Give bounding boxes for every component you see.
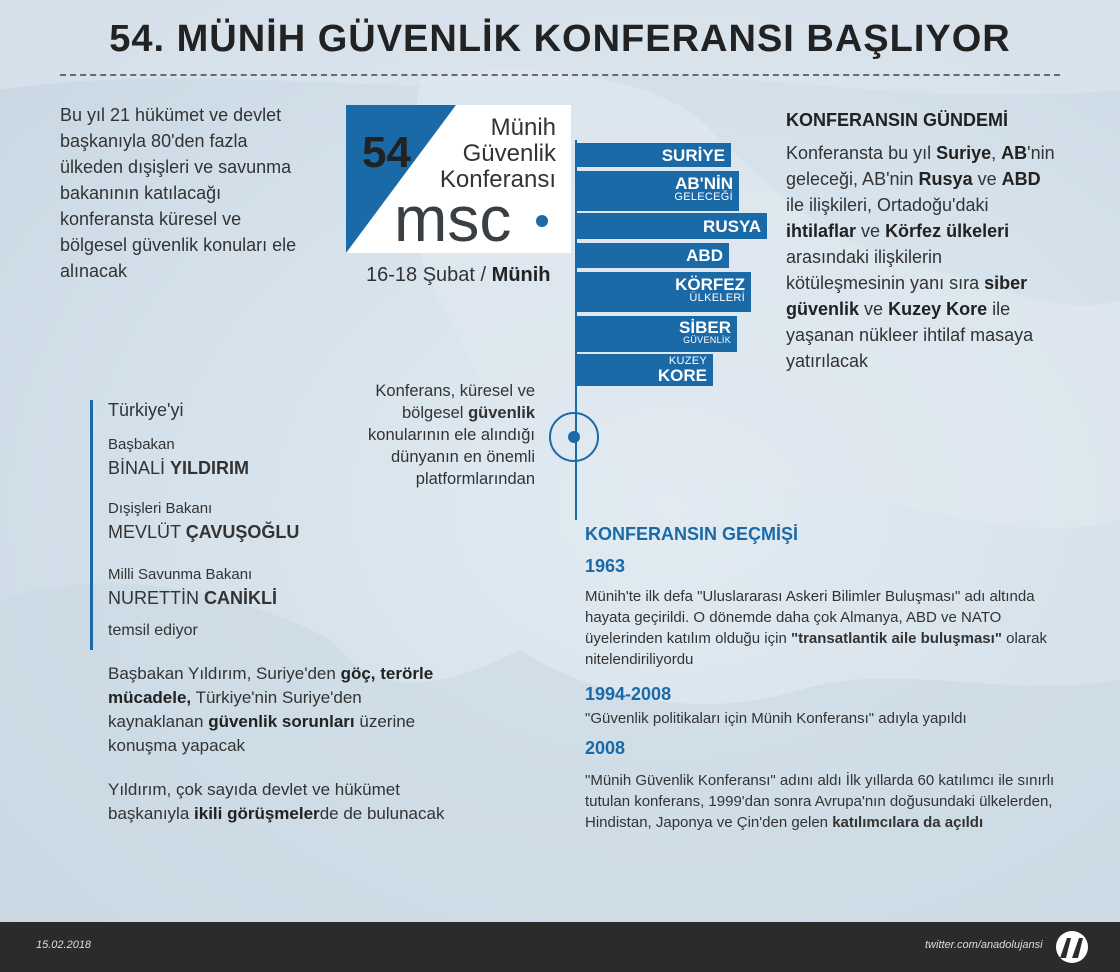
agenda-t5: ve	[861, 221, 881, 241]
agenda-t8: ile yaşanan nükleer ihtilaf masaya yatırılacak	[786, 299, 1034, 371]
represent-text: temsil ediyor	[108, 622, 198, 639]
tag-siber	[577, 316, 737, 352]
speech-t1: Başbakan Yıldırım, Suriye'den	[108, 664, 336, 683]
turkey-delegation-bar	[90, 400, 93, 650]
speech-t2: Türkiye'nin Suriye'den kaynaklanan	[108, 688, 362, 731]
agenda-b4: ABD	[1001, 169, 1041, 189]
footer-date: 15.02.2018	[36, 939, 92, 951]
tag-ab	[577, 171, 739, 211]
name-dm-last: CANİKLİ	[204, 588, 278, 608]
agenda-b2: AB	[1001, 143, 1028, 163]
agenda-t1: Konferansta bu yıl	[786, 143, 932, 163]
meetings-b1: ikili görüşmeler	[194, 804, 320, 823]
name-pm-last: YILDIRIM	[170, 458, 250, 478]
logo-number: 54	[362, 128, 411, 177]
history-p1: Münih'te ilk defa "Uluslararası Askeri Bilimler Buluşması" adı altında hayata geçirildi. O dönemde daha çok Almanya, ABD ve NATO üyelerinden katılım olduğu için	[585, 588, 1035, 647]
tag-label: AB'NİN	[675, 174, 733, 193]
agenda-t4: ile ilişkileri, Ortadoğu'daki	[786, 195, 989, 215]
speech-t3: üzerine konuşma yapacak	[108, 712, 416, 755]
platform-text-c: konularının ele alındığı dünyanın en önemli platformlarından	[368, 426, 535, 488]
role-fm: Dışişleri Bakanı	[108, 500, 213, 517]
agenda-b6: Körfez ülkeleri	[885, 221, 1010, 241]
turkey-heading: Türkiye'yi	[108, 400, 184, 420]
tag-sublabel: GÜVENLİK	[683, 335, 731, 345]
name-dm-first: NURETTİN	[108, 588, 199, 608]
footer-twitter-link[interactable]: twitter.com/anadolujansi	[925, 939, 1043, 951]
tag-label: RUSYA	[703, 217, 761, 236]
intro-text: Bu yıl 21 hükümet ve devlet başkanıyla 80'den fazla ülkeden dışişleri ve savunma bakanının katılacağı konferansta küresel ve bölgesel güvenlik konuları ele alınacak	[60, 105, 297, 281]
history-year-2008: 2008	[585, 738, 626, 758]
logo-line-2: Güvenlik	[462, 140, 556, 167]
name-pm-first: BİNALİ	[108, 458, 166, 478]
date-range: 16-18 Şubat /	[366, 264, 487, 286]
agenda-b3: Rusya	[918, 169, 973, 189]
agenda-b5: ihtilaflar	[786, 221, 857, 241]
munich-marker-dot	[568, 431, 580, 443]
agenda-text: Konferansta bu yıl Suriye, AB'nin geleceği, AB'nin Rusya ve ABD ile ilişkileri, Ortadoğu'daki ihtilaflar ve Körfez ülkeleri arasındaki ilişkilerin kötüleşmesinin yanı sıra siber güvenlik ve Kuzey Kore ile yaşanan nükleer ihtilaf masaya yatırılacak	[786, 143, 1055, 371]
tag-sublabel: ÜLKELERİ	[689, 292, 745, 304]
tag-rusya	[577, 213, 767, 239]
agenda-b8: Kuzey Kore	[888, 299, 988, 319]
history-p3: "Münih Güvenlik Konferansı" adını aldı İlk yıllarda 60 katılımcı ile sınırlı tutulan konferans, 1999'dan sonra Avrupa'nın doğusundaki ülkelerden, Hindistan, Japonya ve Çin'den gelen	[585, 772, 1055, 831]
history-p3b: katılımcılara da açıldı	[832, 814, 984, 831]
history-heading: KONFERANSIN GEÇMİŞİ	[585, 524, 799, 544]
conference-date	[366, 264, 551, 287]
history-p1b: "transatlantik aile buluşması"	[790, 630, 1002, 647]
logo-line-3: Konferansı	[439, 166, 556, 193]
history-connector-line	[575, 470, 577, 520]
agenda-b7: siber güvenlik	[786, 273, 1028, 319]
role-pm: Başbakan	[108, 436, 175, 453]
history-text-2008	[585, 770, 1055, 833]
agenda-t6: arasındaki ilişkilerin kötüleşmesinin yanı sıra	[786, 247, 980, 293]
title-divider	[60, 74, 1060, 76]
meetings-t1: Yıldırım, çok sayıda devlet ve hükümet başkanıyla	[108, 780, 400, 823]
meetings-t2: de de bulunacak	[319, 804, 445, 823]
page-title: 54. MÜNİH GÜVENLİK KONFERANSI BAŞLIYOR	[109, 18, 1011, 60]
speech-text	[108, 662, 448, 758]
logo-line-1: Münih	[490, 114, 556, 141]
name-pm	[108, 458, 249, 479]
tag-label: ABD	[686, 246, 723, 265]
history-year-1994: 1994-2008	[585, 684, 672, 704]
platform-text	[330, 380, 535, 490]
speech-b2: güvenlik sorunları	[208, 712, 355, 731]
name-fm-first: MEVLÜT	[108, 522, 181, 542]
date-city: Münih	[491, 264, 551, 286]
agenda-t3: ve	[977, 169, 997, 189]
history-text-1963	[585, 586, 1055, 670]
tag-label: SİBER	[679, 318, 731, 337]
msc-logo	[346, 105, 571, 253]
agenda-t2: 'nin geleceği, AB'nin	[786, 143, 1055, 189]
tag-korfez	[577, 272, 751, 312]
tag-kuzey-kore	[577, 354, 713, 386]
tag-sublabel: GELECEĞİ	[674, 191, 733, 203]
tag-abd	[577, 243, 729, 268]
name-fm-last: ÇAVUŞOĞLU	[185, 522, 300, 542]
tag-label: KÖRFEZ	[675, 275, 745, 294]
tag-suriye	[577, 143, 731, 167]
agenda-t7: ve	[864, 299, 884, 319]
aa-logo-icon	[1052, 930, 1092, 964]
name-dm	[108, 588, 277, 609]
meetings-text	[108, 778, 448, 826]
agenda-heading: KONFERANSIN GÜNDEMİ	[786, 110, 1009, 130]
role-dm: Milli Savunma Bakanı	[108, 566, 253, 583]
tag-label: KORE	[657, 366, 707, 385]
tag-prelabel: KUZEY	[668, 355, 707, 367]
history-text-1994: "Güvenlik politikaları için Münih Konferansı" adıyla yapıldı	[585, 710, 967, 727]
name-fm	[108, 522, 299, 543]
history-year-1963: 1963	[585, 556, 626, 576]
logo-brand: msc	[394, 183, 512, 253]
platform-text-a: Konferans, küresel ve bölgesel	[375, 382, 535, 422]
speech-b1: göç, terörle mücadele,	[108, 664, 434, 707]
history-p1c: olarak nitelendiriliyordu	[585, 630, 1047, 668]
agenda-b1: Suriye	[936, 143, 992, 163]
tag-label: SURİYE	[661, 146, 725, 165]
platform-text-b: güvenlik	[468, 404, 535, 422]
